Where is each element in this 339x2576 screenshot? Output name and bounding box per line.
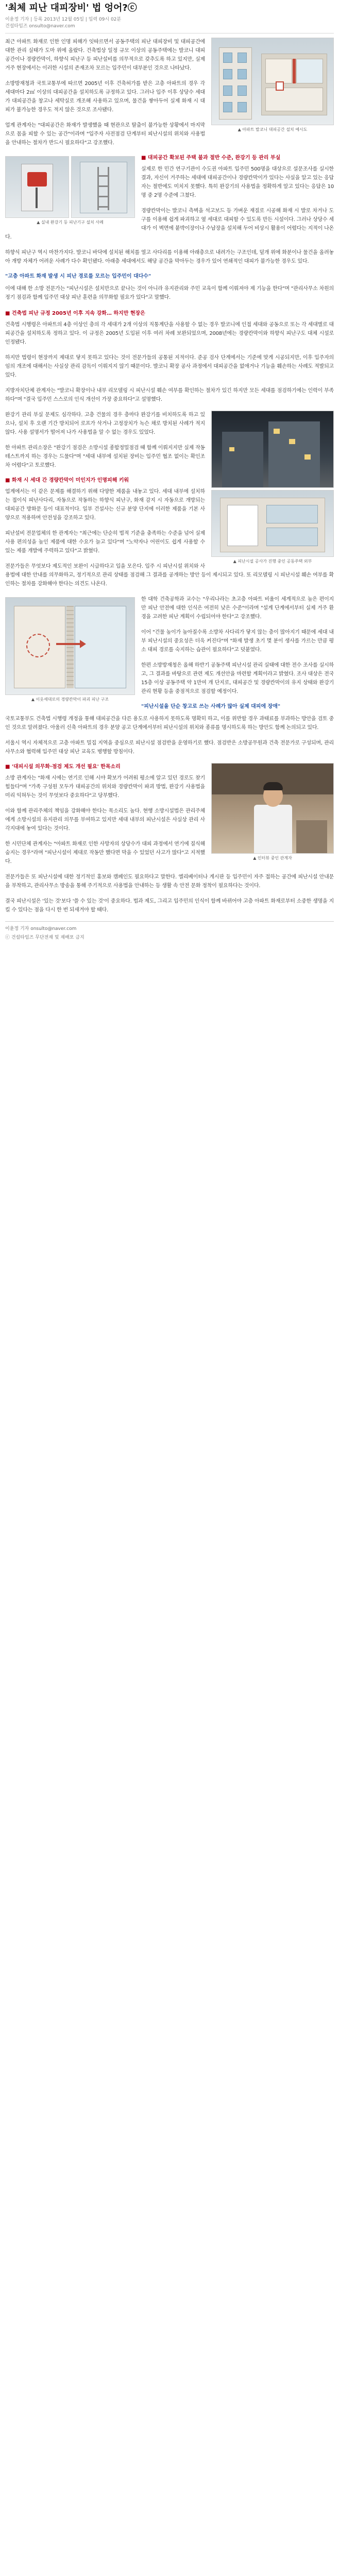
paragraph-6: 하향식 피난구 역시 마찬가지다. 발코니 바닥에 설치된 해치를 열고 사다리를 이용해 아래층으로 내려가는 구조인데, 덮개 위에 화분이나 물건을 올려놓아 개방 자체가 어려운 사례가 다수 확인됐다. 아래층 세대에서도 해당 공간을 막아두는 경우가 있어 연쇄적인 대피가 불가능한 경우도 있다. bbox=[5, 250, 334, 264]
article-headline: '최체 피난 대피장비' 법 엉어?ⓒ bbox=[5, 3, 137, 13]
paragraph-11: 완강기 관리 부실 문제도 심각하다. 고층 건물의 경우 층마다 완강기를 비치하도록 하고 있으나, 설치 후 오랜 기간 방치되어 로프가 삭거나 고정장치가 녹슨 채로 방치된 사례가 적지 않다. 사용 설명서가 떨어져 나가 사용법을 알 수 없는 경우도 있었다. bbox=[5, 412, 205, 435]
figure-4-caption: ▲ 이웃세대로의 경량칸막이 파괴 피난 구조 bbox=[31, 697, 109, 702]
neighbor-room bbox=[296, 59, 323, 83]
paragraph-3: 업계 관계자는 "대피공간은 화재가 발생했을 때 현관으로 탈출이 불가능한 상황에서 마지막으로 몸을 피할 수 있는 공간"이라며 "입주자 사전점검 단계부터 피난시설의 위치와 사용법을 안내하는 절차가 반드시 필요하다"고 강조했다. bbox=[5, 123, 205, 146]
figure-1-image[interactable] bbox=[211, 38, 334, 125]
paragraph-23: 한 시민단체 관계자는 "아파트 화재로 인한 사망자의 상당수가 대피 과정에서 연기에 질식해 숨지는 경우"라며 "피난시설이 제대로 작동만 했다면 막을 수 있었던 사고가 많다"고 지적했다. bbox=[5, 841, 205, 865]
paragraph-15: 전문가들은 무엇보다 제도적인 보완이 시급하다고 입을 모은다. 입주 시 피난시설 위치와 사용법에 대한 안내를 의무화하고, 정기적으로 관리 상태를 점검해 그 결과를 공개하는 방안 등이 제시되고 있다. 또 리모델링 시 피난시설 훼손 여부를 확인하는 절차를 강화해야 한다는 의견도 나온다. bbox=[5, 564, 334, 587]
figure-5-image[interactable] bbox=[211, 763, 334, 854]
paragraph-21: 소방 관계자는 "화재 시에는 연기로 인해 시야 확보가 어려워 평소에 알고 있던 경로도 찾기 힘들다"며 "가족 구성원 모두가 대피공간의 위치와 경량칸막이 파괴 방법, 완강기 사용법을 미리 익혀두는 것이 무엇보다 중요하다"고 당부했다. bbox=[5, 775, 205, 799]
paragraph-13: 업계에서는 이 같은 문제를 해결하기 위해 다양한 제품을 내놓고 있다. 세대 내부에 설치하는 접이식 피난사다리, 자동으로 작동하는 하향식 피난구, 화재 감지 시 자동으로 개방되는 대피공간 방화문 등이 대표적이다. 일부 건설사는 신규 분양 단지에 이러한 제품을 기본 사양으로 적용하며 안전성을 강조하고 있다. bbox=[5, 489, 205, 521]
article bbox=[0, 0, 339, 947]
light-partition-marker bbox=[293, 59, 296, 83]
shelter-room bbox=[265, 59, 292, 83]
figure-5-caption: ▲ 인터뷰 중인 관계자 bbox=[253, 856, 292, 860]
article-meta bbox=[5, 16, 334, 30]
figure-2-images bbox=[5, 156, 135, 218]
figure-3-caption: ▲ 피난시설 공사가 진행 중인 공동주택 외부 bbox=[233, 559, 312, 564]
figure-1 bbox=[211, 38, 334, 133]
subhead-2: ■ 건축법 피난 규정 2005년 이후 지속 강화… 하지만 현장은 bbox=[5, 311, 145, 316]
figure-2 bbox=[5, 156, 135, 226]
pull-quote-1: "고층 아파트 화재 발생 시 피난 경로를 모르는 입주민이 대다수" bbox=[5, 274, 151, 279]
arrow-right-icon bbox=[80, 640, 86, 648]
paragraph-9: 하지만 법령이 현장까지 제대로 닿지 못하고 있다는 것이 전문가들의 공통된 지적이다. 준공 검사 단계에서는 기준에 맞게 시공되지만, 이후 입주자의 임의 개조에 대해서는 사실상 관리 감독이 이뤄지지 않기 때문이다. 발코니 확장 공사 과정에서 대피공간을 없애거나 기능을 훼손하는 사례도 적발되고 있다. bbox=[5, 355, 334, 378]
paragraph-20: 서울시 역시 자체적으로 고층 아파트 밀집 지역을 중심으로 피난시설 점검반을 운영하기로 했다. 점검반은 소방공무원과 건축 전문가로 구성되며, 관리사무소와 협력해 입주민 대상 피난 교육도 병행할 방침이다. bbox=[5, 740, 334, 755]
paragraph-14: 피난설비 전문업체의 한 관계자는 "최근에는 단순히 법적 기준을 충족하는 수준을 넘어 실제 사용 편의성을 높인 제품에 대한 수요가 늘고 있다"며 "노약자나 어린이도 쉽게 사용할 수 있는 제품 개발에 주력하고 있다"고 밝혔다. bbox=[5, 531, 205, 554]
subhead-3: ■ 화재 시 세대 간 경량칸막이 미인지가 인명피해 키워 bbox=[5, 478, 129, 483]
figure-2-caption: ▲ 실내 완강기 등 피난기구 설치 사례 bbox=[37, 220, 104, 225]
paragraph-12: 한 아파트 관리소장은 "완강기 점검은 소방시설 종합정밀점검 때 함께 이뤄지지만 실제 작동 테스트까지 하는 경우는 드물다"며 "세대 내부에 설치된 장비는 입주민 협조 없이는 확인조차 어렵다"고 토로했다. bbox=[5, 445, 205, 468]
figure-3a-image[interactable] bbox=[211, 411, 334, 488]
paragraph-18: 한편 소방방재청은 올해 하반기 공동주택 피난시설 관리 실태에 대한 전수 조사를 실시하고, 그 결과를 바탕으로 관련 제도 개선안을 마련할 계획이라고 밝혔다. 조사 대상은 전국 15층 이상 공동주택 약 1만여 개 단지로, 대피공간 및 경량칸막이의 유지 상태와 완강기 관리 현황 등을 중점적으로 점검할 예정이다. bbox=[141, 663, 334, 694]
paragraph-22: 이와 함께 관리주체의 책임을 강화해야 한다는 목소리도 높다. 현행 소방시설법은 관리주체에게 소방시설의 유지관리 의무를 부여하고 있지만 세대 내부의 피난시설은 사실상 관리 사각지대에 놓여 있다는 것이다. bbox=[5, 808, 205, 832]
paragraph-17: 이어 "건물 높이가 높아질수록 소방차 사다리가 닿지 않는 층이 많아지기 때문에 세대 내부 피난시설의 중요성은 더욱 커진다"며 "화재 발생 초기 몇 분이 생사를 가르는 만큼 평소 대피 경로를 숙지하는 습관이 필요하다"고 덧붙였다. bbox=[141, 630, 334, 653]
figure-2b-image[interactable] bbox=[71, 156, 135, 218]
figure-5 bbox=[211, 763, 334, 861]
figure-3b-image[interactable] bbox=[211, 490, 334, 557]
article-footer bbox=[5, 921, 334, 942]
paragraph-10: 지방자치단체 관계자는 "발코니 확장이나 내부 리모델링 시 피난시설 훼손 여부를 확인하는 절차가 있긴 하지만 모든 세대를 점검하기에는 인력이 부족하다"며 "결국 입주민 스스로의 인식 개선이 가장 중요하다"고 설명했다. bbox=[5, 388, 334, 402]
article-source[interactable]: 건설타임즈 onsulto@naver.com bbox=[5, 24, 75, 29]
figure-4 bbox=[5, 597, 135, 703]
figure-4-image[interactable] bbox=[5, 597, 135, 695]
figure-1-caption: ▲ 아파트 발코니 대피공간 설치 예시도 bbox=[238, 127, 308, 132]
paragraph-25: 결국 피난시설은 '있는 것'보다 '쓸 수 있는 것'이 중요하다. 법과 제도, 그리고 입주민의 인식이 함께 바뀌어야 고층 아파트 화재로부터 소중한 생명을 지킬 수 있다는 점을 다시 한 번 되새겨야 할 때다. bbox=[5, 899, 334, 913]
subhead-4: ■ '대피시설 의무화·점검 제도 개선 필요' 한목소리 bbox=[5, 764, 121, 770]
lower-floor bbox=[265, 88, 323, 111]
equipment-box bbox=[27, 172, 47, 187]
article-byline: 이윤정 기자 | 등록 2013년 12월 05일 | 입력 09시 02분 bbox=[5, 17, 122, 22]
figure-2a-image[interactable] bbox=[5, 156, 69, 218]
person-body bbox=[254, 805, 292, 854]
paragraph-19: 국토교통부도 건축법 시행령 개정을 통해 대피공간을 다른 용도로 사용하지 못하도록 명확히 하고, 이를 위반할 경우 과태료를 부과하는 방안을 검토 중인 것으로 알려졌다. 아울러 신축 아파트의 경우 분양 공고 단계에서부터 피난시설의 위치와 종류를 명시하도록 하는 방안도 함께 논의되고 있다. bbox=[5, 716, 334, 731]
paragraph-7: 이에 대해 한 소방 전문가는 "피난시설은 설치만으로 끝나는 것이 아니라 유지관리와 주민 교육이 함께 이뤄져야 제 기능을 한다"며 "관리사무소 차원의 정기 점검과 함께 입주민 대상 피난 훈련을 의무화할 필요가 있다"고 말했다. bbox=[5, 286, 334, 300]
pull-quote-2: "피난시설을 단순 창고로 쓰는 사례가 많아 실제 대피에 장애" bbox=[141, 704, 281, 709]
paragraph-16: 한 대학 건축공학과 교수는 "우리나라는 초고층 아파트 비율이 세계적으로 높은 편이지만 피난 안전에 대한 인식은 여전히 낮은 수준"이라며 "설계 단계에서부터 실제 거주 환경을 고려한 피난 계획이 수립되어야 한다"고 강조했다. bbox=[141, 597, 334, 620]
paragraph-5: 경량칸막이는 발코니 측벽을 석고보드 등 가벼운 재질로 시공해 화재 시 발로 차거나 도구를 이용해 쉽게 파괴하고 옆 세대로 대피할 수 있도록 만든 시설이다. 그러나 상당수 세대가 이 벽면에 붙박이장이나 수납장을 설치해 두어 비상시 활용이 어렵다는 지적이 나온다. bbox=[5, 208, 334, 240]
paragraph-4: 실제로 한 민간 연구기관이 수도권 아파트 입주민 500명을 대상으로 설문조사를 실시한 결과, 자신이 거주하는 세대에 대피공간이나 경량칸막이가 있다는 사실을 알고 있는 응답자는 절반에도 미치지 못했다. 특히 완강기의 사용법을 정확하게 알고 있다는 응답은 10명 중 2명 수준에 그쳤다. bbox=[141, 166, 334, 198]
paragraph-8: 건축법 시행령은 아파트의 4층 이상인 층의 각 세대가 2개 이상의 직통계단을 사용할 수 없는 경우 발코니에 인접 세대와 공동으로 또는 각 세대별로 대피공간을 설치하도록 정하고 있다. 이 규정은 2005년 도입된 이후 여러 차례 보완되었으며, 2008년에는 경량칸막이와 하향식 피난구도 대체 시설로 인정됐다. bbox=[5, 322, 334, 345]
partition-wall bbox=[66, 606, 74, 688]
hatch-marker bbox=[276, 81, 284, 91]
paragraph-24: 전문가들은 또 피난시설에 대한 정기적인 홍보와 캠페인도 필요하다고 말한다. 엘리베이터나 게시판 등 입주민이 자주 접하는 공간에 피난시설 안내문을 부착하고, 관리사무소 방송을 통해 주기적으로 사용법을 안내하는 등 생활 속 안전 문화 정착이 필요하다는 것이다. bbox=[5, 874, 334, 889]
paragraph-1: 최근 아파트 화재로 인한 인명 피해가 잇따르면서 공동주택의 피난 대피장비 및 대피공간에 대한 관리 실태가 도마 위에 올랐다. 건축법상 일정 규모 이상의 공동주택에는 발코니 대피공간이나 경량칸막이, 하향식 피난구 등 피난설비를 의무적으로 갖추도록 하고 있지만, 실제 거주 현장에서는 이러한 시설의 존재조차 모르는 입주민이 대부분인 것으로 나타났다. bbox=[5, 39, 205, 71]
figure-3 bbox=[211, 411, 334, 565]
paragraph-2: 소방방재청과 국토교통부에 따르면 2005년 이후 건축허가를 받은 고층 아파트의 경우 각 세대마다 2㎡ 이상의 대피공간을 설치하도록 규정하고 있다. 그러나 입주 이후 상당수 세대가 대피공간을 창고나 세탁실로 개조해 사용하고 있으며, 물건을 쌓아두어 실제 화재 시 대피가 불가능한 경우도 적지 않은 것으로 조사됐다. bbox=[5, 81, 205, 113]
reporter-contact[interactable]: 이윤정 기자 onsulto@naver.com bbox=[5, 926, 77, 931]
copyright-notice: ⓒ 건설타임즈 무단전재 및 재배포 금지 bbox=[5, 935, 84, 940]
subhead-1: ■ 대피공간 확보된 주택 불과 절반 수준, 완강기 등 관리 부실 bbox=[141, 155, 281, 161]
